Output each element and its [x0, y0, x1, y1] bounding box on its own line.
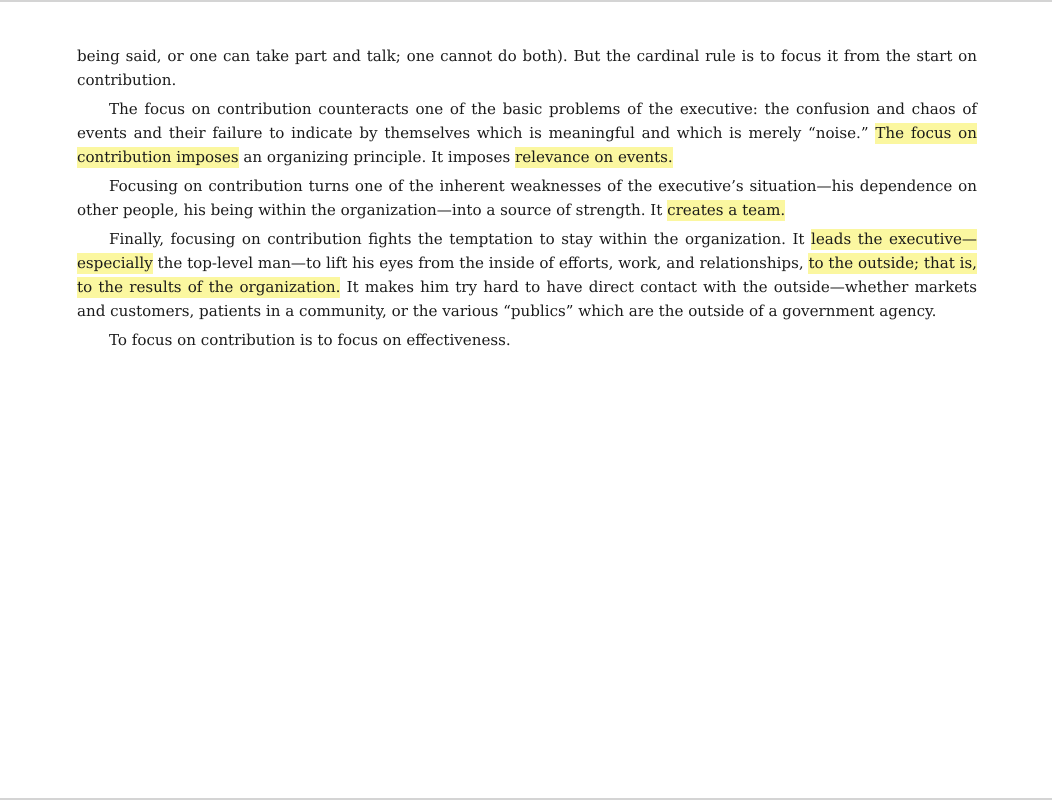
paragraph-5: [77, 328, 977, 352]
highlight[interactable]: leads the executive—especially: [77, 230, 978, 272]
highlight[interactable]: to the outside; that is, to the results of the organization.: [77, 254, 977, 296]
text-segment: To focus on contribution is to focus on effectiveness.: [109, 331, 511, 349]
highlight[interactable]: creates a team.: [667, 201, 786, 219]
highlight[interactable]: relevance on events.: [515, 148, 673, 166]
text-segment: the top-level man—to lift his eyes from the inside of efforts, work, and relationships,: [152, 254, 809, 272]
paragraph-1: [77, 44, 977, 92]
text-segment: Focusing on contribution turns one of the inherent weaknesses of the executive’s situation—his dependence on other people, his being within the organization—into a source of strength. It: [77, 177, 977, 219]
text-segment: being said, or one can take part and talk; one cannot do both). But the cardinal rule is to focus it from the start on contribution.: [77, 47, 977, 89]
text-segment: Finally, focusing on contribution fights the temptation to stay within the organization. It: [109, 230, 812, 248]
document-body: [77, 44, 977, 357]
text-segment: The focus on contribution counteracts one of the basic problems of the executive: the confusion and chaos of events and their failure to indicate by themselves which is meaningful and which is merely “noise.”: [77, 100, 977, 142]
text-segment: It makes him try hard to have direct contact with the outside—whether markets and customers, patients in a community, or the various “publics” which are the outside of a government agency.: [77, 278, 977, 320]
paragraph-4: [77, 227, 977, 323]
highlight[interactable]: The focus on contribution imposes: [77, 124, 977, 166]
paragraph-3: [77, 174, 977, 222]
paragraph-2: [77, 97, 977, 169]
text-segment: an organizing principle. It imposes: [238, 148, 516, 166]
